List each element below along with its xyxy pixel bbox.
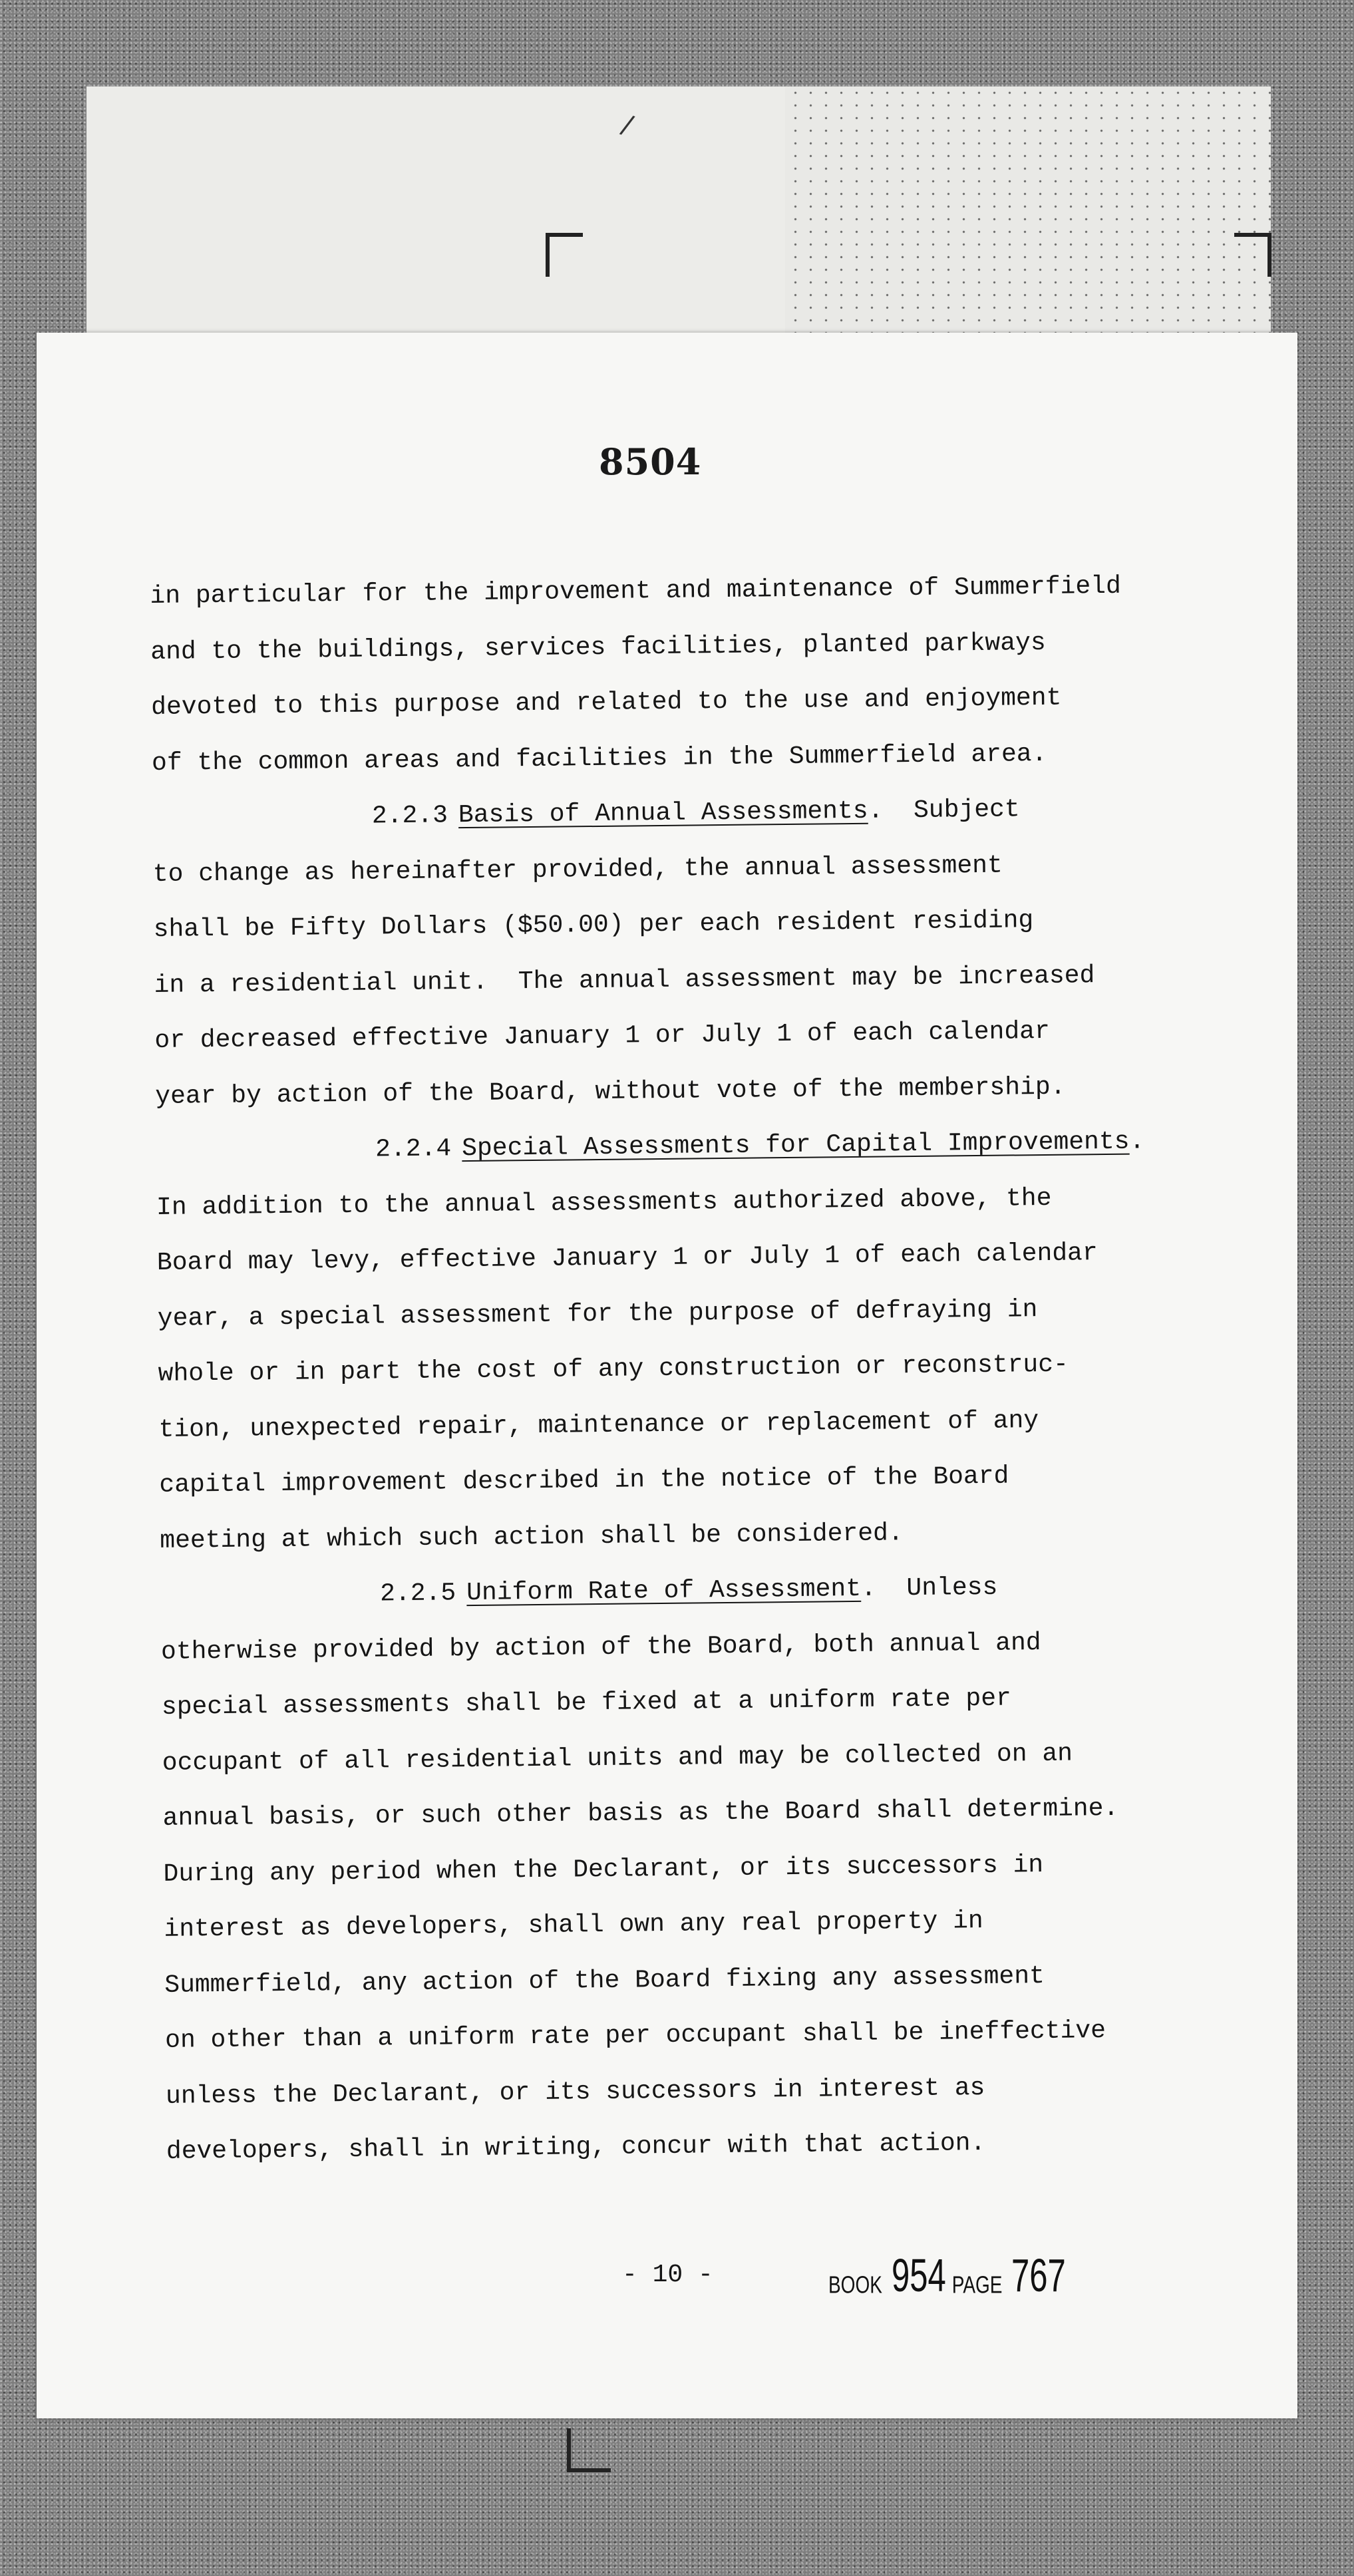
- text-line: on other than a uniform rate per occupant shall be ineffective: [164, 2016, 1106, 2055]
- section-heading-rest: . Unless: [860, 1573, 998, 1603]
- margin-pencil-mark: /: [617, 109, 637, 141]
- text-line: of the common areas and facilities in the Summerfield area.: [151, 739, 1047, 778]
- document-number: 8504: [599, 440, 702, 483]
- text-line: whole or in part the cost of any construction or reconstruc-: [158, 1350, 1069, 1388]
- section-heading-rest: . Subject: [868, 795, 1020, 826]
- page-value: 767: [1011, 2249, 1067, 2301]
- text-line: occupant of all residential units and may be collected on an: [162, 1739, 1073, 1778]
- text-line: Board may levy, effective January 1 or July 1 of each calendar: [156, 1239, 1098, 1277]
- page-label: PAGE: [951, 2271, 1003, 2299]
- text-line: devoted to this purpose and related to the use and enjoyment: [150, 683, 1062, 722]
- section-number: 2.2.5: [379, 1579, 456, 1609]
- text-line: meeting at which such action shall be considered.: [160, 1518, 904, 1555]
- body-text: [150, 558, 1244, 2179]
- text-line: unless the Declarant, or its successors in interest as: [165, 2073, 985, 2111]
- book-label: BOOK: [828, 2271, 882, 2299]
- text-line: Summerfield, any action of the Board fixing any assessment: [164, 1961, 1045, 2000]
- text-line: shall be Fifty Dollars ($50.00) per each resident residing: [153, 906, 1034, 944]
- section-number: 2.2.4: [375, 1134, 452, 1164]
- book-value: 954: [891, 2249, 946, 2301]
- text-line: annual basis, or such other basis as the Board shall determine.: [162, 1794, 1119, 1833]
- text-line: capital improvement described in the notice of the Board: [159, 1462, 1009, 1500]
- book-page-stamp: [828, 2249, 1089, 2302]
- document-page: [37, 333, 1297, 2418]
- page-number: - 10 -: [622, 2261, 713, 2289]
- section-title: Uniform Rate of Assessment: [466, 1574, 862, 1608]
- crop-mark-top-left: [546, 233, 583, 277]
- crop-mark-bottom-left: [567, 2428, 611, 2472]
- text-line: and to the buildings, services facilities, planted parkways: [150, 628, 1046, 667]
- crop-mark-top-right: [1234, 233, 1271, 277]
- section-heading-rest: .: [1129, 1127, 1145, 1156]
- text-line: In addition to the annual assessments authorized above, the: [156, 1184, 1052, 1222]
- text-line: or decreased effective January 1 or July 1 of each calendar: [154, 1017, 1051, 1055]
- section-title: Basis of Annual Assessments: [458, 796, 868, 830]
- section-heading-2-2-4: [156, 1113, 1234, 1180]
- text-line: interest as developers, shall own any real property in: [164, 1906, 983, 1944]
- text-line: to change as hereinafter provided, the annual assessment: [152, 851, 1003, 889]
- section-number: 2.2.3: [371, 801, 448, 831]
- text-line: in a residential unit. The annual assessment may be increased: [154, 961, 1095, 1000]
- text-line: developers, shall in writing, concur with that action.: [166, 2128, 986, 2166]
- text-line: otherwise provided by action of the Board, both annual and: [160, 1628, 1041, 1667]
- text-line: in particular for the improvement and maintenance of Summerfield: [150, 571, 1122, 611]
- text-line: special assessments shall be fixed at a uniform rate per: [161, 1684, 1012, 1722]
- text-line: During any period when the Declarant, or its successors in: [163, 1850, 1044, 1889]
- text-line: tion, unexpected repair, maintenance or replacement of any: [158, 1406, 1039, 1444]
- text-line: year by action of the Board, without vote of the membership.: [155, 1072, 1066, 1111]
- text-line: year, a special assessment for the purpose of defraying in: [157, 1295, 1038, 1333]
- section-title: Special Assessments for Capital Improvements: [461, 1127, 1130, 1164]
